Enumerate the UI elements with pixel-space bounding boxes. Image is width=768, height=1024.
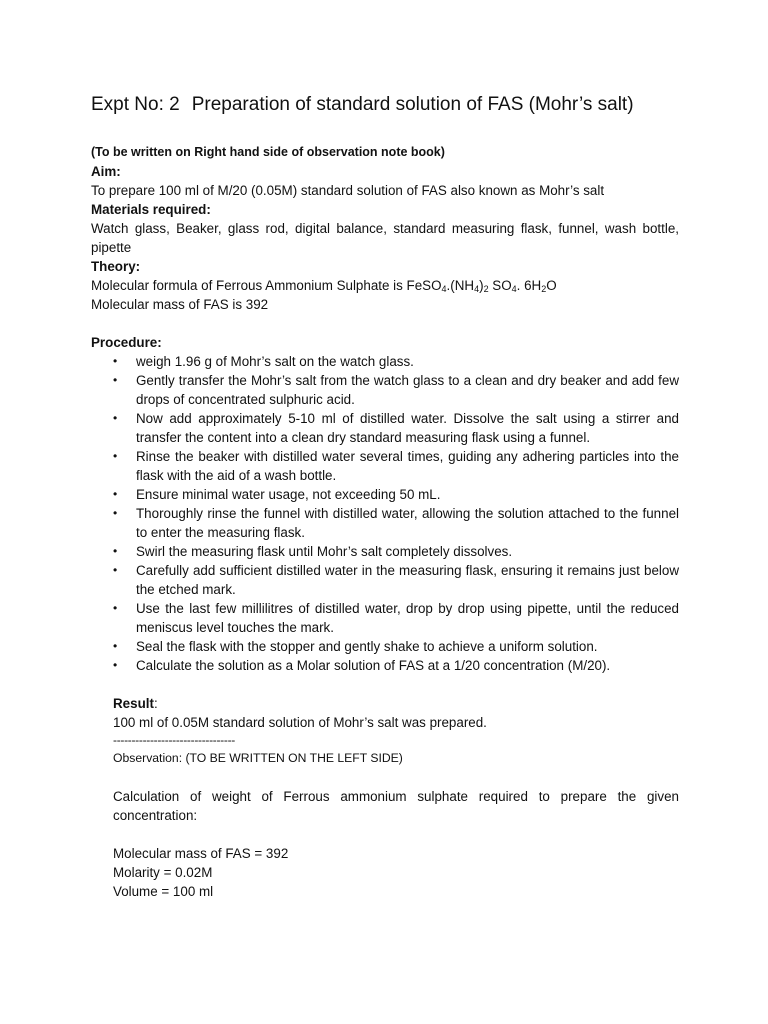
bullet-icon: • <box>113 487 118 501</box>
molarity-value: Molarity = 0.02M <box>113 865 213 880</box>
bullet-icon: • <box>113 373 118 387</box>
list-item: • Carefully add sufficient distilled water in the measuring flask, ensuring it remains just below the etched mark. <box>113 563 679 597</box>
separator-line: --------------------------------- <box>113 733 235 747</box>
observation-note: Observation: (TO BE WRITTEN ON THE LEFT SIDE) <box>113 751 403 765</box>
document-body <box>91 143 679 901</box>
bullet-icon: • <box>113 658 118 672</box>
experiment-number: Expt No: 2 <box>91 94 180 115</box>
list-item: • Seal the flask with the stopper and gently shake to achieve a uniform solution. <box>113 639 598 654</box>
aim-heading: Aim: <box>91 164 121 179</box>
list-item: • Use the last few millilitres of distilled water, drop by drop using pipette, until the reduced meniscus level touches the mark. <box>113 601 679 635</box>
procedure-list <box>91 352 679 675</box>
bullet-icon: • <box>113 563 118 577</box>
bullet-icon: • <box>113 601 118 615</box>
bullet-icon: • <box>113 639 118 653</box>
volume-value: Volume = 100 ml <box>113 884 214 899</box>
materials-heading: Materials required: <box>91 202 211 217</box>
bullet-icon: • <box>113 506 118 520</box>
list-item: • Rinse the beaker with distilled water several times, guiding any adhering particles into the flask with the aid of a wash bottle. <box>113 449 679 483</box>
bullet-icon: • <box>113 544 118 558</box>
materials-text: Watch glass, Beaker, glass rod, digital balance, standard measuring flask, funnel, wash bottle, pipette <box>91 221 679 255</box>
experiment-title: Preparation of standard solution of FAS (Mohr’s salt) <box>191 94 634 115</box>
result-heading: Result: <box>113 696 158 711</box>
list-item: • Now add approximately 5-10 ml of distilled water. Dissolve the salt using a stirrer and transfer the content into a clean dry standard measuring flask using a funnel. <box>113 411 679 445</box>
aim-text: To prepare 100 ml of M/20 (0.05M) standard solution of FAS also known as Mohr’s salt <box>91 183 605 198</box>
list-item: • Swirl the measuring flask until Mohr’s salt completely dissolves. <box>113 544 513 559</box>
theory-formula: Molecular formula of Ferrous Ammonium Sulphate is $FeSO_4.(NH_4)_2$ $SO_4$. $6H_2O$ <box>91 278 557 294</box>
theory-heading: Theory: <box>91 259 141 274</box>
result-text: 100 ml of 0.05M standard solution of Mohr’s salt was prepared. <box>113 715 487 730</box>
bullet-icon: • <box>113 411 118 425</box>
list-item: • Calculate the solution as a Molar solution of FAS at a 1/20 concentration (M/20). <box>113 658 611 673</box>
result-section <box>91 694 679 901</box>
page-title <box>91 92 634 118</box>
list-item: • Gently transfer the Mohr’s salt from the watch glass to a clean and dry beaker and add few drops of concentrated sulphuric acid. <box>113 373 679 407</box>
procedure-heading: Procedure: <box>91 335 162 350</box>
bullet-icon: • <box>113 449 118 463</box>
note-text: (To be written on Right hand side of observation note book) <box>91 145 445 159</box>
calculation-intro: Calculation of weight of Ferrous ammonium sulphate required to prepare the given concentration: <box>113 789 679 823</box>
list-item: • weigh 1.96 g of Mohr’s salt on the watch glass. <box>113 354 414 369</box>
theory-mass: Molecular mass of FAS is 392 <box>91 297 269 312</box>
list-item: • Thoroughly rinse the funnel with distilled water, allowing the solution attached to the funnel to enter the measuring flask. <box>113 506 679 540</box>
list-item: • Ensure minimal water usage, not exceeding 50 mL. <box>113 487 441 502</box>
molecular-mass-value: Molecular mass of FAS = 392 <box>113 846 289 861</box>
bullet-icon: • <box>113 354 118 368</box>
